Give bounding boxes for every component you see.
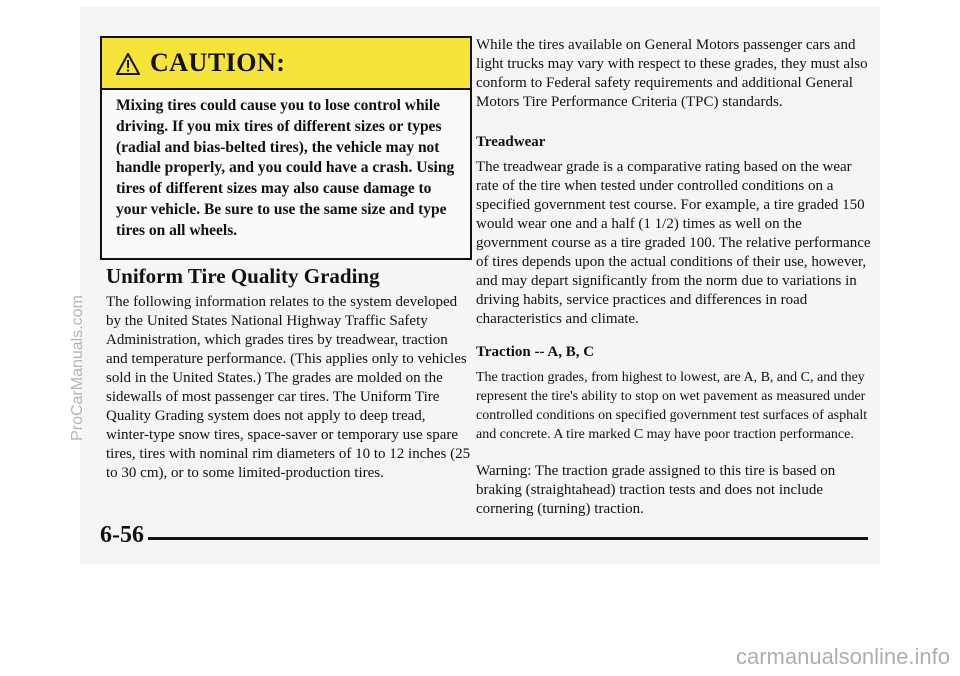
paragraph-uniform-grading: The following information relates to the system developed by the United States National Highway Traffic Safety Administration, which grades tires by treadwear, traction and temperature performance. (This applies only to vehicles sold in the United States.) The grades are molded on the sidewalls of most passenger car tires. The Uniform Tire Quality Grading system does not apply to deep tread, winter-type snow tires, space-saver or temporary use spare tires, tires with nominal rim diameters of 10 to 12 inches (25 to 30 cm), or to some limited-production tires. xyxy=(106,294,471,481)
footer-rule xyxy=(148,537,868,540)
bottom-watermark: carmanualsonline.info xyxy=(735,644,950,669)
section-heading-uniform-tire-quality-grading: Uniform Tire Quality Grading xyxy=(106,264,380,288)
caution-header xyxy=(102,38,470,90)
caution-title: CAUTION: xyxy=(150,48,286,77)
caution-box xyxy=(100,36,472,260)
warning-triangle-icon xyxy=(116,53,140,75)
caution-text: Mixing tires could cause you to lose control while driving. If you mix tires of different sizes or types (radial and bias-belted tires), the vehicle may not handle properly, and you could have a crash. Using tires of different sizes may also cause damage to your vehicle. Be sure to use the same size and type tires on all wheels. xyxy=(116,97,455,239)
side-watermark: ProCarManuals.com xyxy=(69,295,86,441)
paragraph-intro: While the tires available on General Motors passenger cars and light trucks may vary with respect to these grades, they must also conform to Federal safety requirements and additional General Motors Tire Performance Criteria (TPC) standards. xyxy=(476,37,868,110)
paragraph-warning: Warning: The traction grade assigned to this tire is based on braking (straightahead) traction tests and does not include cornering (turning) traction. xyxy=(476,463,836,517)
page-number: 6-56 xyxy=(100,522,144,548)
subheading-treadwear: Treadwear xyxy=(476,134,546,150)
subheading-traction: Traction -- A, B, C xyxy=(476,344,595,360)
paragraph-traction: The traction grades, from highest to lowest, are A, B, and C, and they represent the tire's ability to stop on wet pavement as measured under controlled conditions on specified government test surfaces of asphalt and concrete. A tire marked C may have poor traction performance. xyxy=(476,370,868,442)
paragraph-treadwear: The treadwear grade is a comparative rating based on the wear rate of the tire when tested under controlled conditions on a specified government test course. For example, a tire graded 150 would wear one and a half (1 1/2) times as well on the government course as a tire graded 100. The relative performance of tires depends upon the actual conditions of their use, however, and may depart significantly from the norm due to variations in driving habits, service practices and differences in road characteristics and climate. xyxy=(476,159,871,327)
